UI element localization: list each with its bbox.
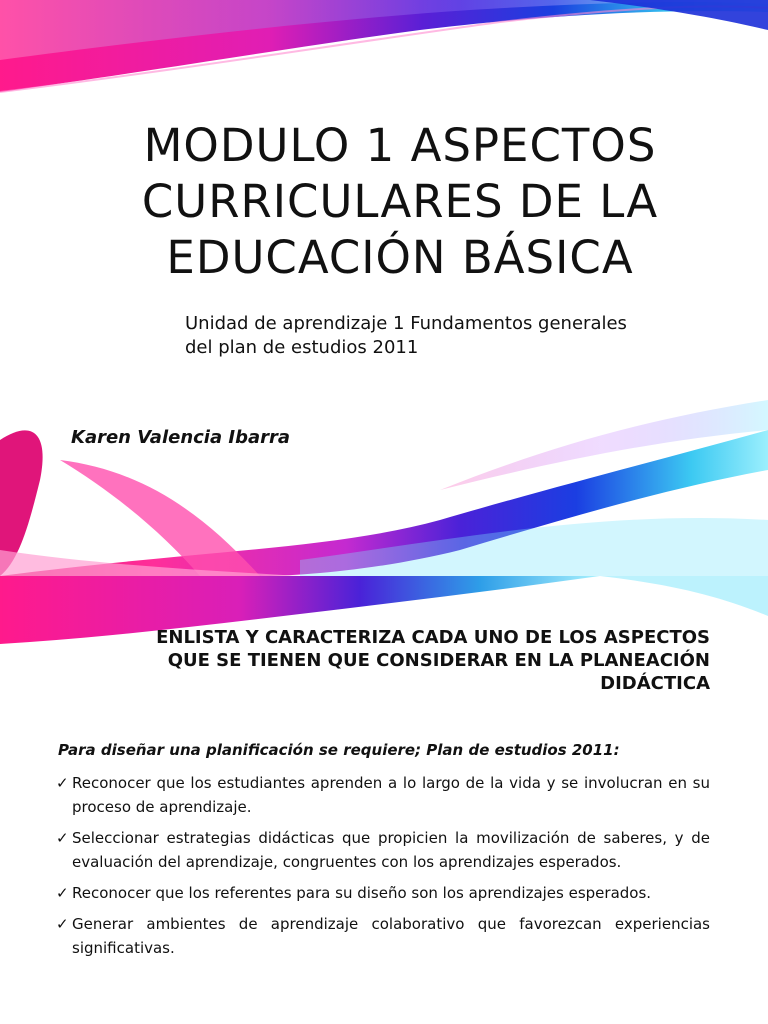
- slide-heading: ENLISTA Y CARACTERIZA CADA UNO DE LOS ASPECTOS QUE SE TIENEN QUE CONSIDERAR EN LA PLANEACIÓN DIDÁCTICA: [156, 627, 710, 694]
- author-name: Karen Valencia Ibarra: [71, 427, 291, 448]
- list-item-text: Reconocer que los estudiantes aprenden a lo largo de la vida y se involucran en su proceso de aprendizaje.: [72, 774, 710, 816]
- list-item: [56, 912, 710, 960]
- check-icon: ✓: [56, 884, 69, 902]
- requirements-list: [56, 771, 710, 967]
- list-item-text: Seleccionar estrategias didácticas que propicien la movilización de saberes, y de evaluación del aprendizaje, congruentes con los aprendizajes esperados.: [72, 829, 710, 871]
- subtitle: Unidad de aprendizaje 1 Fundamentos generales del plan de estudios 2011: [185, 313, 627, 358]
- content-slide: [0, 576, 768, 1024]
- check-icon: ✓: [56, 829, 69, 847]
- presentation-title: MODULO 1 ASPECTOS CURRICULARES DE LA EDUCACIÓN BÁSICA: [141, 119, 659, 284]
- intro-text: Para diseñar una planificación se requiere; Plan de estudios 2011:: [58, 741, 620, 759]
- list-item-text: Reconocer que los referentes para su diseño son los aprendizajes esperados.: [72, 884, 652, 902]
- list-item: [56, 881, 710, 905]
- list-item-text: Generar ambientes de aprendizaje colaborativo que favorezcan experiencias significativas.: [72, 915, 710, 957]
- check-icon: ✓: [56, 774, 69, 792]
- list-item: [56, 826, 710, 874]
- list-item: [56, 771, 710, 819]
- top-swoosh-decoration: [0, 0, 768, 110]
- check-icon: ✓: [56, 915, 69, 933]
